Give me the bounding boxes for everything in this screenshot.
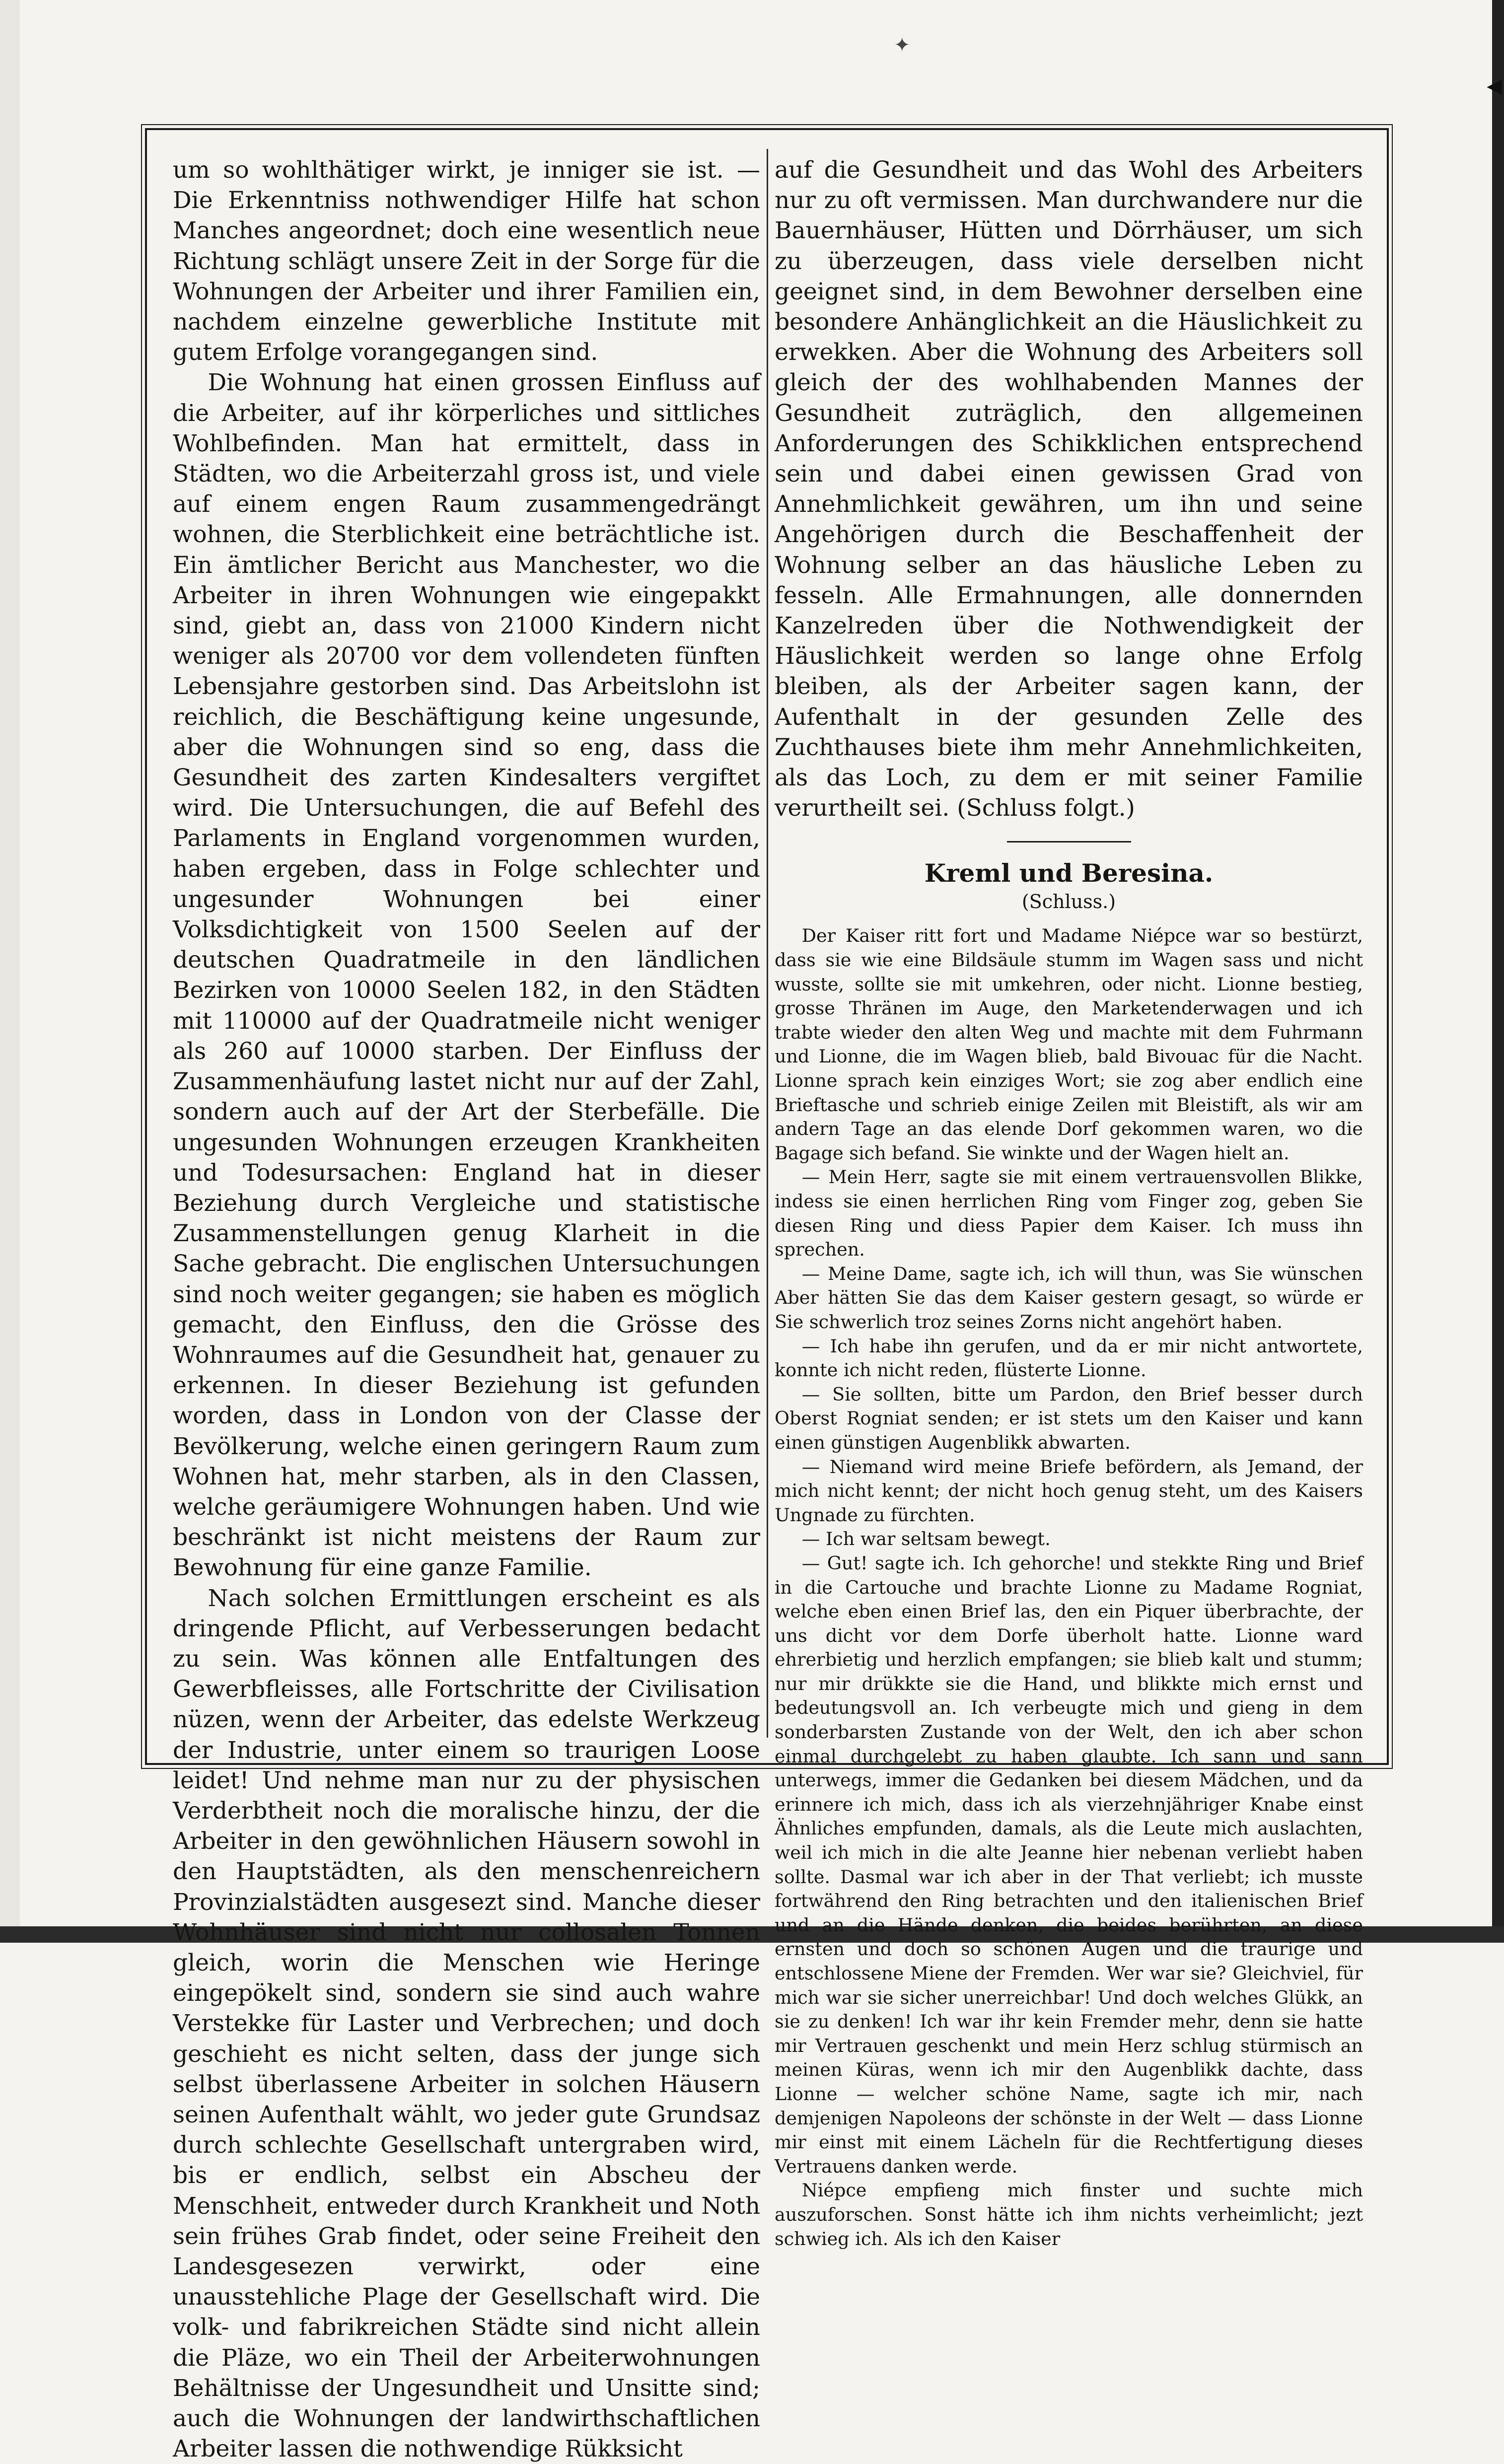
paragraph: — Sie sollten, bitte um Pardon, den Brief besser durch Oberst Rogniat senden; er ist stets um den Kaiser und kann einen günstigen Augenblikk abwarten. — [775, 1383, 1363, 1453]
paragraph: um so wohlthätiger wirkt, je inniger sie ist. — Die Erkenntniss nothwendiger Hilfe hat schon Manches angeordnet; doch eine wesentlich neue Richtung schlägt unsere Zeit in der Sorge für die Wohnungen der Arbeiter und ihrer Familien ein, nachdem einzelne gewerbliche Institute mit gutem Erfolge vorangegangen sind. — [173, 156, 760, 366]
story-subtitle: (Schluss.) — [1021, 891, 1116, 913]
paragraph: Die Wohnung hat einen grossen Einfluss auf die Arbeiter, auf ihr körperliches und sittliches Wohlbefinden. Man hat ermittelt, dass in Städten, wo die Arbeiterzahl gross ist, und viele auf einem engen Raum zusammengedrängt wohnen, die Sterblichkeit eine beträchtliche ist. Ein ämtlicher Bericht aus Manchester, wo die Arbeiter in ihren Wohnungen wie eingepakkt sind, giebt an, dass von 21000 Kindern nicht weniger als 20700 vor dem vollendeten fünften Lebensjahre gestorben sind. Das Arbeitslohn ist reichlich, die Beschäftigung keine ungesunde, aber die Wohnungen sind so eng, dass die Gesundheit des zarten Kindesalters vergiftet wird. Die Untersuchungen, die auf Befehl des Parlaments in England vorgenommen wurden, haben ergeben, dass in Folge schlechter und ungesunder Wohnungen bei einer Volksdichtigkeit von 1500 Seelen auf der deutschen Quadratmeile in den ländlichen Bezirken von 10000 Seelen 182, in den Städten mit 110000 auf der Quadratmeile nicht weniger als 260 auf 10000 starben. Der Einfluss der Zusammenhäufung lastet nicht nur auf der Zahl, sondern auch auf der Art der Sterbefälle. Die ungesunden Wohnungen erzeugen Krankheiten und Todesursachen: England hat in dieser Beziehung durch Vergleiche und statistische Zusammenstellungen genug Klarheit in die Sache gebracht. Die englischen Untersuchungen sind noch weiter gegangen; sie haben es möglich gemacht, den Einfluss, den die Grösse des Wohnraumes auf die Gesundheit hat, genauer zu erkennen. In dieser Beziehung ist gefunden worden, dass in London von der Classe der Bevölkerung, welche einen geringern Raum zum Wohnen hat, mehr starben, als in den Classen, welche geräumigere Wohnungen haben. Und wie beschränkt ist nicht meistens der Raum zur Bewohnung für eine ganze Familie. — [173, 369, 760, 1582]
story-title: Kreml und Beresina. — [924, 858, 1214, 888]
left-column — [173, 155, 760, 2464]
paragraph: — Mein Herr, sagte sie mit einem vertrauensvollen Blikke, indess sie einen herrlichen Ring vom Finger zog, geben Sie diesen Ring und diess Papier dem Kaiser. Ich muss ihn sprechen. — [775, 1166, 1363, 1261]
binding-hole-icon: ✦ — [894, 34, 911, 57]
paragraph: — Niemand wird meine Briefe befördern, als Jemand, der mich nicht kennt; der nicht hoch genug steht, um des Kaisers Ungnade zu fürchten. — [775, 1456, 1363, 1526]
column-divider — [767, 149, 768, 1738]
section-rule — [1007, 841, 1131, 843]
paragraph: — Gut! sagte ich. Ich gehorche! und stekkte Ring und Brief in die Cartouche und brachte Lionne zu Madame Rogniat, welche eben einen Brief las, den ein Piquer überbrachte, der uns dicht vor dem Dorfe überholt hatte. Lionne ward ehrerbietig und herzlich empfangen; sie blieb kalt und stumm; nur mir drükkte sie die Hand, und blikkte mich ernst und bedeutungsvoll an. Ich verbeugte mich und gieng in dem sonderbarsten Zustande von der Welt, den ich aber schon einmal durchgelebt zu haben glaubte. Ich sann und sann unterwegs, immer die Gedanken bei diesem Mädchen, und da erinnere ich mich, dass ich als vierzehnjähriger Knabe einst Ähnliches empfunden, damals, als die Leute mich auslachten, weil ich mich in die alte Jeanne hier nebenan verliebt haben sollte. Dasmal war ich aber in der That verliebt; ich musste fortwährend den Ring betrachten und den italienischen Brief und an die Hände denken, die beides berührten, an diese ernsten und doch so schönen Augen und die traurige und entschlossene Miene der Fremden. Wer war sie? Gleichviel, für mich war sie sicher unerreichbar! Und doch welches Glükk, an sie zu denken! Ich war ihr kein Fremder mehr, denn sie hatte mir Vertrauen geschenkt und mein Herz schlug stürmisch an meinen Küras, wenn ich mir den Augenblikk dachte, dass Lionne — welcher schöne Name, sagte ich mir, nach demjenigen Napoleons der schönste in der Welt — dass Lionne mir einst mit einem Lächeln für die Rechtfertigung dieses Vertrauens danken werde. — [775, 1552, 1363, 2177]
paragraph: auf die Gesundheit und das Wohl des Arbeiters nur zu oft vermissen. Man durchwandere nur die Bauernhäuser, Hütten und Dörrhäuser, um sich zu überzeugen, dass viele derselben nicht geeignet sind, in dem Bewohner derselben eine besondere Anhänglichkeit an die Häuslichkeit zu erwekken. Aber die Wohnung des Arbeiters soll gleich der des wohlhabenden Mannes der Gesundheit zuträglich, den allgemeinen Anforderungen des Schikklichen entsprechend sein und dabei einen gewissen Grad von Annehmlichkeit gewähren, um ihn und seine Angehörigen durch die Beschaffenheit der Wohnung selber an das häusliche Leben zu fesseln. Alle Ermahnungen, alle donnernden Kanzelreden über die Nothwendigkeit der Häuslichkeit werden so lange ohne Erfolg bleiben, als der Arbeiter sagen kann, der Aufenthalt in der gesunden Zelle des Zuchthauses biete ihm mehr Annehmlichkeiten, als das Loch, zu dem er mit seiner Familie verurtheilt sei. (Schluss folgt.) — [775, 156, 1363, 822]
page-edge-left — [0, 0, 20, 1943]
paragraph: — Ich habe ihn gerufen, und da er mir nicht antwortete, konnte ich nicht reden, flüsterte Lionne. — [775, 1335, 1363, 1381]
paragraph: — Meine Dame, sagte ich, ich will thun, was Sie wünschen Aber hätten Sie das dem Kaiser gestern gesagt, so würde er Sie schwerlich troz seines Zorns nicht angehört haben. — [775, 1263, 1363, 1333]
right-column — [775, 155, 1363, 2251]
page-corner-marker-icon: ◀ — [1487, 74, 1502, 97]
paragraph: Niépce empfieng mich finster und suchte mich auszuforschen. Sonst hätte ich ihm nichts verheimlicht; jezt schwieg ich. Als ich den Kaiser — [775, 2180, 1363, 2250]
paragraph: — Ich war seltsam bewegt. — [801, 1528, 1051, 1550]
paragraph: Der Kaiser ritt fort und Madame Niépce war so bestürzt, dass sie wie eine Bildsäule stumm im Wagen sass und nicht wusste, sollte sie mit umkehren, oder nicht. Lionne bestieg, grosse Thränen im Auge, den Marketenderwagen und ich trabte wieder den alten Weg und machte mit dem Fuhrmann und Lionne, die im Wagen blieb, bald Bivouac für die Nacht. Lionne sprach kein einziges Wort; sie zog aber endlich eine Brieftasche und schrieb einige Zeilen mit Bleistift, als wir am andern Tage an das elende Dorf gekommen waren, wo die Bagage sich befand. Sie winkte und der Wagen hielt an. — [775, 925, 1363, 1164]
paragraph: Nach solchen Ermittlungen erscheint es als dringende Pflicht, auf Verbesserungen bedacht zu sein. Was können alle Entfaltungen des Gewerbfleisses, alle Fortschritte der Civilisation nüzen, wenn der Arbeiter, das edelste Werkzeug der Industrie, unter einem so traurigen Loose leidet! Und nehme man nur zu der physischen Verderbtheit noch die moralische hinzu, der die Arbeiter in den gewöhnlichen Häusern sowohl in den Hauptstädten, als den menschenreichern Provinzialstädten ausgesezt sind. Manche dieser Wohnhäuser sind nicht nur collosalen Tonnen gleich, worin die Menschen wie Heringe eingepökelt sind, sondern sie sind auch wahre Verstekke für Laster und Verbrechen; und doch geschieht es nicht selten, dass der junge sich selbst überlassene Arbeiter in solchen Häusern seinen Aufenthalt wählt, wo jeder gute Grundsaz durch schlechte Gesellschaft untergraben wird, bis er endlich, selbst ein Abscheu der Menschheit, entweder durch Krankheit und Noth sein frühes Grab findet, oder seine Freiheit den Landesgesezen verwirkt, oder eine unausstehliche Plage der Gesellschaft wird. Die volk- und fabrikreichen Städte sind nicht allein die Pläze, wo ein Theil der Arbeiterwohnungen Behältnisse der Ungesundheit und Unsitte sind; auch die Wohnungen der landwirthschaftlichen Arbeiter lassen die nothwendige Rükksicht — [173, 1584, 760, 2463]
page-edge-right — [1492, 0, 1504, 1943]
